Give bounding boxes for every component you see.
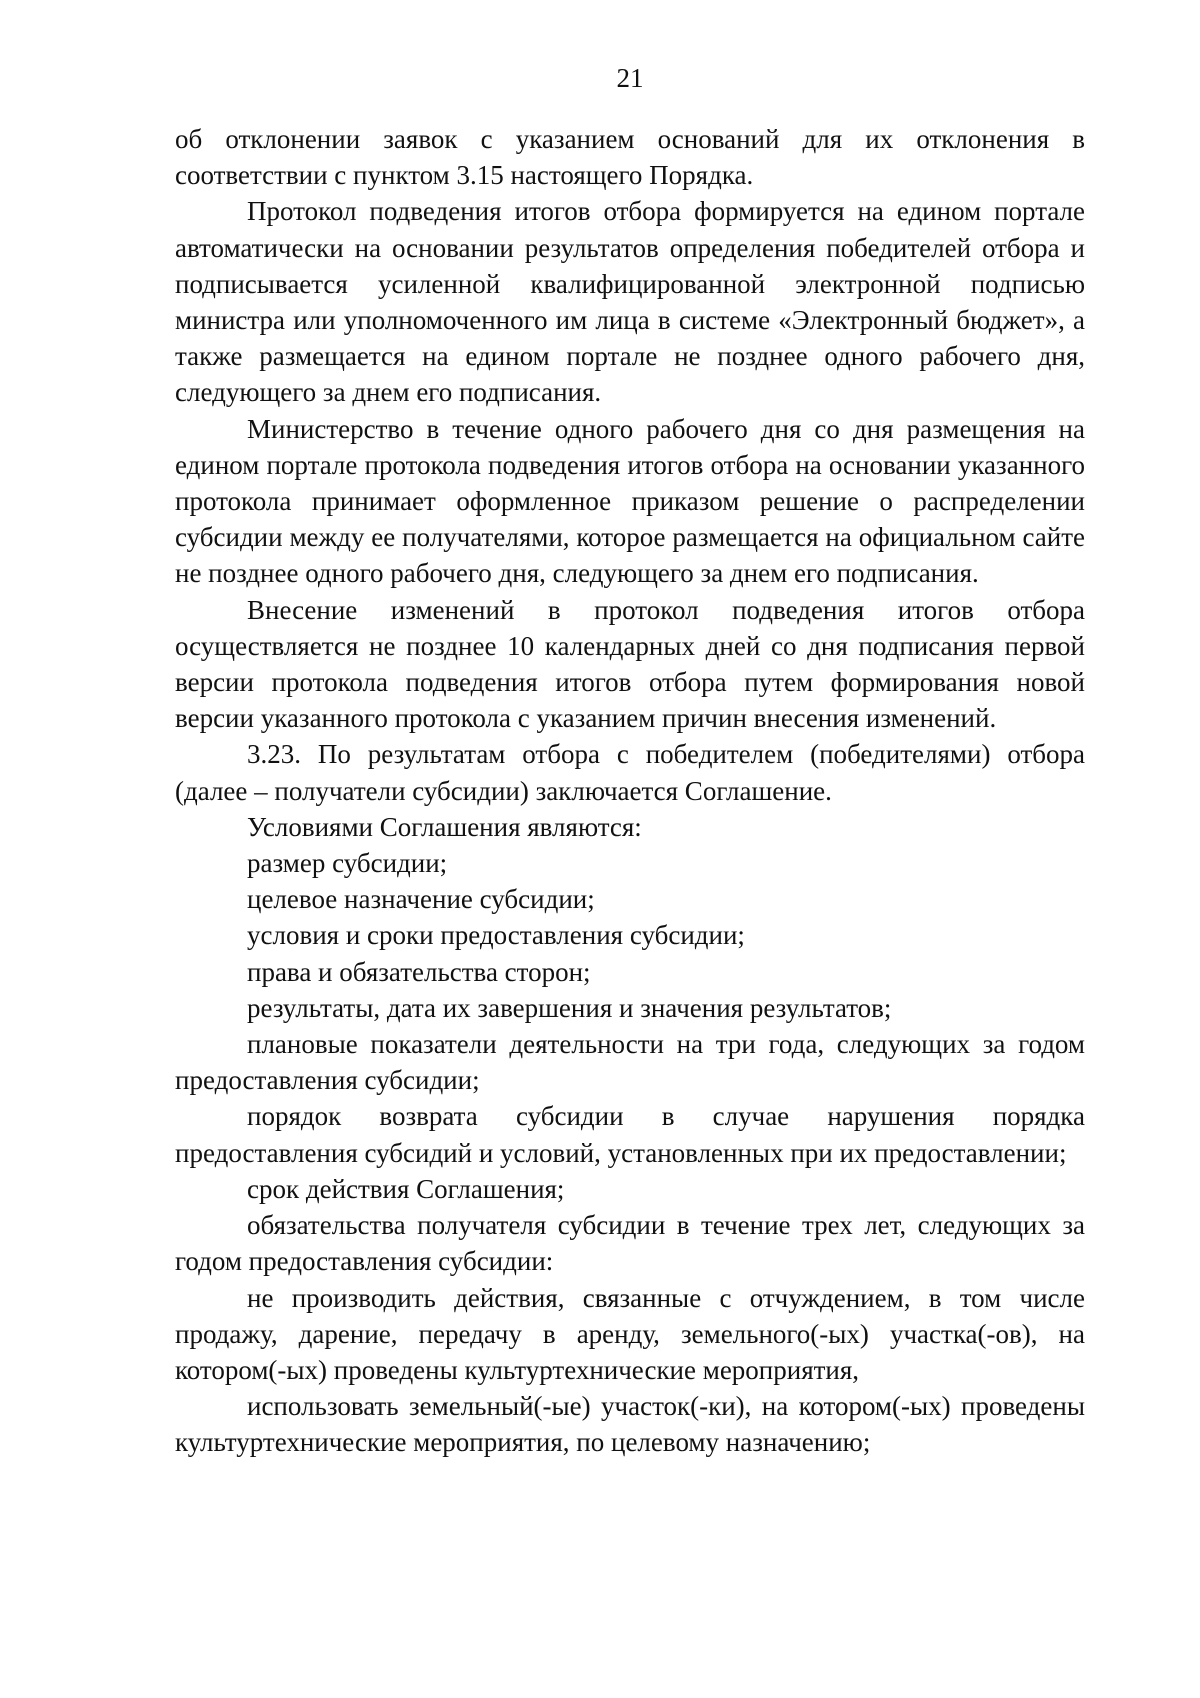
- list-item-target-use: использовать земельный(-ые) участок(-ки), на котором(-ых) проведены культуртехнические мероприятия, по целевому назначению;: [175, 1391, 1085, 1458]
- paragraph-ministry-decision: Министерство в течение одного рабочего дня со дня размещения на едином портале протокола подведения итогов отбора на основании указанного протокола принимает оформленное приказом решение о распределении субсидии между ее получателями, которое размещается на официальном сайте не позднее одного рабочего дня, следующего за днем его подписания.: [175, 413, 1085, 589]
- page-number: 21: [616, 63, 644, 93]
- paragraph-agreement-conditions-heading: Условиями Соглашения являются:: [247, 811, 642, 842]
- list-item-recipient-obligations: обязательства получателя субсидии в течение трех лет, следующих за годом предоставления субсидии:: [175, 1210, 1085, 1277]
- list-item-agreement-term: срок действия Соглашения;: [247, 1173, 565, 1204]
- list-item-results: результаты, дата их завершения и значения результатов;: [247, 992, 892, 1023]
- document-body: [175, 121, 1085, 1461]
- list-item-planned-indicators: плановые показатели деятельности на три года, следующих за годом предоставления субсидии;: [175, 1029, 1085, 1096]
- paragraph-3-23: 3.23. По результатам отбора с победителем (победителями) отбора (далее – получатели субсидии) заключается Соглашение.: [175, 739, 1085, 806]
- list-item-conditions-terms: условия и сроки предоставления субсидии;: [247, 920, 745, 951]
- paragraph-protocol-formation: Протокол подведения итогов отбора формируется на едином портале автоматически на основании результатов определения победителей отбора и подписывается усиленной квалифицированной электронной подписью министра или уполномоченного им лица в системе «Электронный бюджет», а также размещается на едином портале не позднее одного рабочего дня, следующего за днем его подписания.: [175, 196, 1085, 408]
- list-item-return-procedure: порядок возврата субсидии в случае нарушения порядка предоставления субсидий и условий, установленных при их предоставлении;: [175, 1101, 1085, 1168]
- paragraph-rejection-continuation: об отклонении заявок с указанием оснований для их отклонения в соответствии с пунктом 3.15 настоящего Порядка.: [175, 124, 1085, 191]
- list-item-subsidy-size: размер субсидии;: [247, 848, 448, 879]
- list-item-no-alienation: не производить действия, связанные с отчуждением, в том числе продажу, дарение, передачу в аренду, земельного(-ых) участка(-ов), на котором(-ых) проведены культуртехнические мероприятия,: [175, 1282, 1085, 1385]
- list-item-rights-obligations: права и обязательства сторон;: [247, 956, 591, 987]
- paragraph-protocol-changes: Внесение изменений в протокол подведения итогов отбора осуществляется не позднее 10 календарных дней со дня подписания первой версии протокола подведения итогов отбора путем формирования новой версии указанного протокола с указанием причин внесения изменений.: [175, 594, 1085, 734]
- list-item-subsidy-purpose: целевое назначение субсидии;: [247, 884, 595, 915]
